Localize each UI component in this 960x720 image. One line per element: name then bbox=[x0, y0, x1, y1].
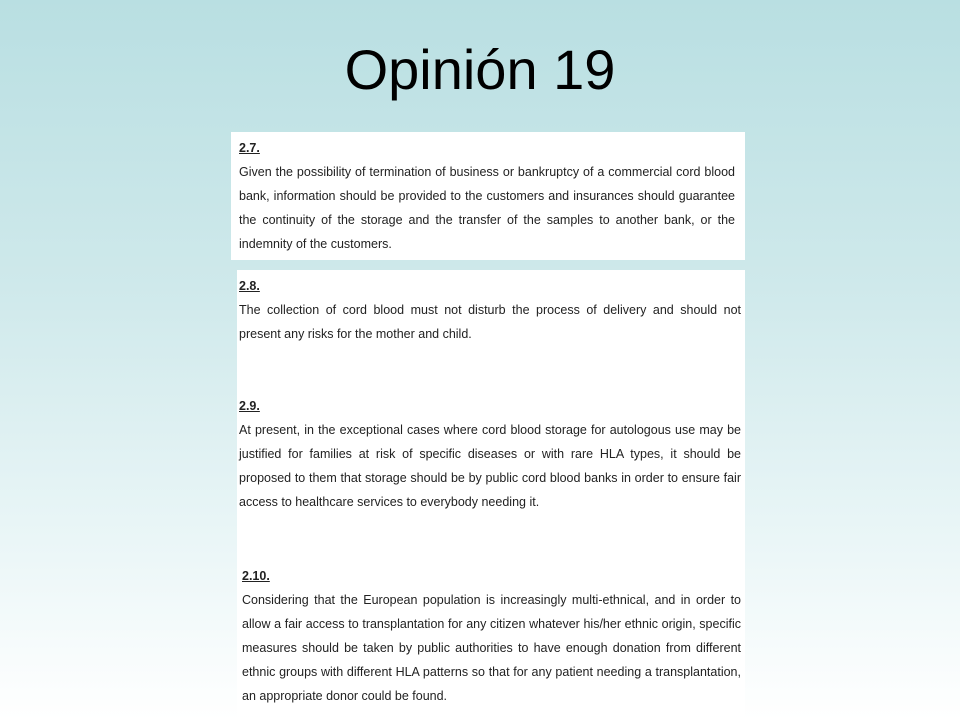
paragraph-text: Considering that the European population is increasingly multi-ethnical, and in order to allow a fair access to transplantation for any citizen whatever his/her ethnic origin, specific measures should be taken by public authorities to have enough donation from different ethnic groups with different HLA patterns so that for any patient needing a transplantation, an appropriate donor could be found. bbox=[242, 593, 741, 703]
paragraph-text: Given the possibility of termination of business or bankruptcy of a commercial cord blood bank, information should be provided to the customers and insurances should guarantee the continuity of the storage and the transfer of the samples to another bank, or the indemnity of the customers. bbox=[239, 165, 735, 251]
paragraph-2-9 bbox=[239, 394, 741, 514]
document-excerpt-bottom bbox=[237, 270, 745, 716]
paragraph-2-7 bbox=[239, 136, 735, 256]
paragraph-2-8 bbox=[239, 274, 741, 346]
slide-title: Opinión 19 bbox=[344, 38, 616, 101]
paragraph-number: 2.9. bbox=[239, 399, 260, 413]
document-excerpt-top bbox=[231, 132, 745, 260]
paragraph-2-10 bbox=[242, 564, 741, 708]
paragraph-number: 2.8. bbox=[239, 279, 260, 293]
paragraph-number: 2.7. bbox=[239, 141, 260, 155]
paragraph-text: The collection of cord blood must not disturb the process of delivery and should not present any risks for the mother and child. bbox=[239, 303, 741, 341]
paragraph-text: At present, in the exceptional cases where cord blood storage for autologous use may be justified for families at risk of specific diseases or with rare HLA types, it should be proposed to them that storage should be by public cord blood banks in order to ensure fair access to healthcare services to everybody needing it. bbox=[239, 423, 741, 509]
paragraph-number: 2.10. bbox=[242, 569, 270, 583]
